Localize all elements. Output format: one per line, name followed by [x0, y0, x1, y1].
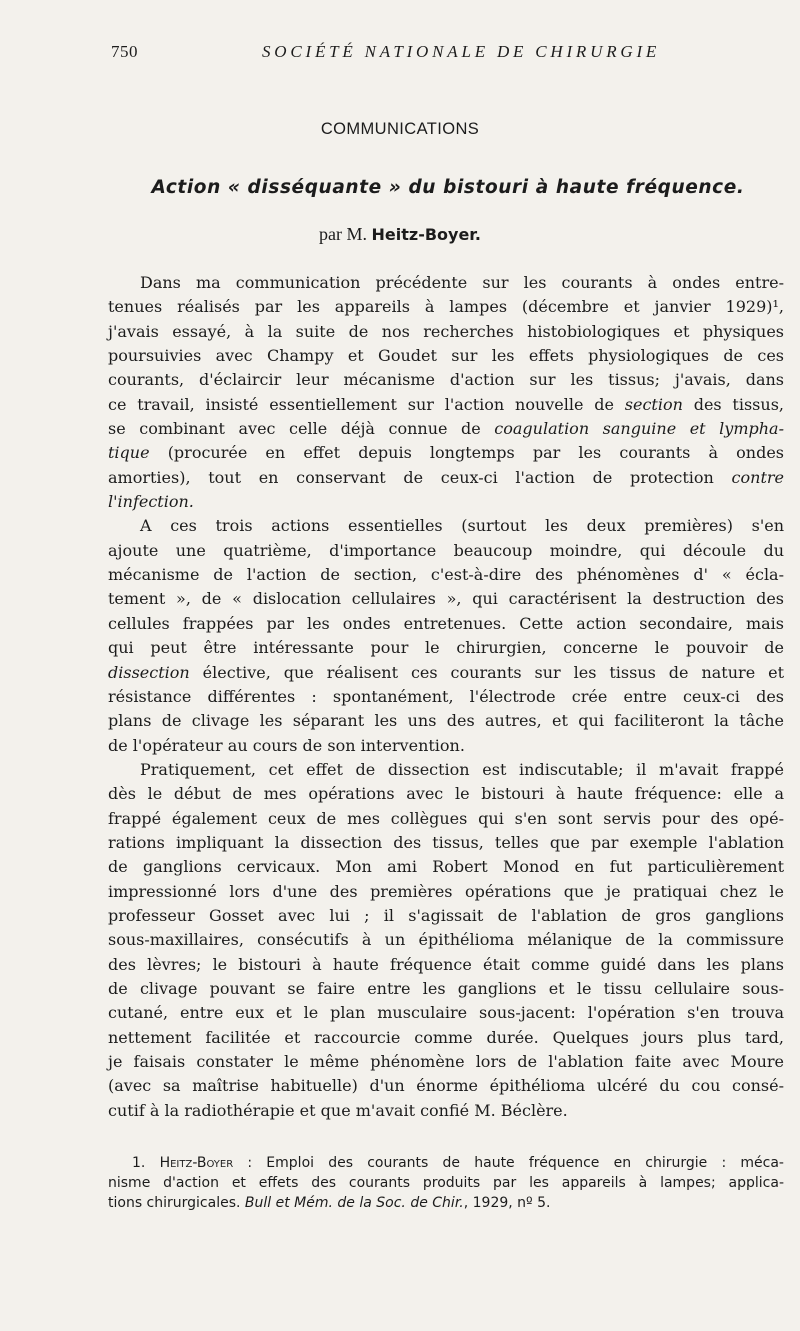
footnote-line: tions chirurgicales. Bull et Mém. de la Soc. de Chir., 1929, nº 5. [108, 1195, 551, 1211]
body-line: nettement facilitée et raccourcie comme durée. Quelques jours plus tard, [108, 1027, 784, 1047]
body-line: des lèvres; le bistouri à haute fréquence était comme guidé dans les plans [108, 954, 784, 974]
body-line: Dans ma communication précédente sur les courants à ondes entre- [140, 273, 784, 292]
footnote-line: nisme d'action et effets des courants produits par les appareils à lampes; applica- [108, 1175, 784, 1191]
body-line: impressionné lors d'une des premières opérations que je pratiquai chez le [108, 881, 784, 901]
body-line: courants, d'éclaircir leur mécanisme d'action sur les tissus; j'avais, dans [108, 370, 784, 390]
body-line: frappé également ceux de mes collègues qui s'en sont servis pour des opé- [108, 808, 784, 828]
byline-prefix: par M. [319, 224, 367, 244]
body-line: tement », de « dislocation cellulaires », qui caractérisent la destruction des [108, 589, 784, 609]
section-heading: COMMUNICATIONS [320, 120, 480, 138]
author-name: Heitz-Boyer. [371, 225, 481, 244]
body-line: amorties), tout en conservant de ceux-ci l'action de protection contre [108, 467, 784, 487]
italic-span: dissection [108, 662, 190, 682]
body-line: je faisais constater le même phénomène lors de l'ablation faite avec Moure [108, 1052, 784, 1071]
body-line: A ces trois actions essentielles (surtout les deux premières) s'en [140, 516, 784, 536]
body-line: se combinant avec celle déjà connue de coagulation sanguine et lympha- [108, 419, 784, 439]
running-head [0, 42, 800, 64]
footnote [108, 1153, 784, 1213]
body-line: dissection élective, que réalisent ces courants sur les tissus de nature et [108, 662, 784, 682]
italic-span: l'infection. [108, 492, 194, 512]
body-line: cellules frappées par les ondes entretenues. Cette action secondaire, mais [108, 613, 784, 633]
body-line: ajoute une quatrième, d'importance beaucoup moindre, qui découle du [108, 540, 784, 560]
body-line: Pratiquement, cet effet de dissection est indiscutable; il m'avait frappé [140, 759, 784, 779]
byline [0, 224, 800, 245]
body-line: de l'opérateur au cours de son intervention. [108, 735, 465, 755]
body-line: j'avais essayé, à la suite de nos recherches histobiologiques et physiques [108, 321, 784, 341]
body-line: poursuivies avec Champy et Goudet sur les effets physiologiques de ces [108, 346, 784, 366]
body-line: cutif à la radiothérapie et que m'avait confié M. Béclère. [108, 1100, 568, 1120]
body-line: dès le début de mes opérations avec le bistouri à haute fréquence: elle a [108, 784, 784, 804]
article-body [108, 271, 784, 1123]
italic-span: section [624, 394, 683, 414]
italic-span: Bull et Mém. de la Soc. de Chir. [244, 1195, 464, 1211]
body-line: qui peut être intéressante pour le chirurgien, concerne le pouvoir de [108, 638, 784, 658]
body-line [108, 490, 784, 514]
body-line: sous-maxillaires, consécutifs à un épithélioma mélanique de la commissure [108, 930, 784, 950]
body-line: de clivage pouvant se faire entre les ganglions et le tissu cellulaire sous- [108, 978, 784, 998]
italic-span: contre [731, 467, 784, 487]
journal-title: SOCIÉTÉ NATIONALE DE CHIRURGIE [262, 42, 661, 61]
page-number: 750 [111, 42, 138, 61]
body-line: résistance différentes : spontanément, l'électrode crée entre ceux-ci des [108, 686, 784, 706]
body-line: plans de clivage les séparant les uns des autres, et qui faciliteront la tâche [108, 711, 784, 731]
footnote-line: 1. Heitz-Boyer : Emploi des courants de haute fréquence en chirurgie : méca- [132, 1155, 784, 1171]
body-line: rations impliquant la dissection des tissus, telles que par exemple l'ablation [108, 832, 784, 852]
body-line: tenues réalisés par les appareils à lampes (décembre et janvier 1929)¹, [108, 297, 784, 317]
body-line: tique (procurée en effet depuis longtemps par les courants à ondes [108, 443, 784, 463]
body-line: professeur Gosset avec lui ; il s'agissait de l'ablation de gros ganglions [108, 905, 784, 925]
body-line: de ganglions cervicaux. Mon ami Robert Monod en fut particulièrement [108, 857, 784, 877]
small-caps-span: Heitz-Boyer [159, 1155, 234, 1171]
article-title: Action « disséquante » du bistouri à haute fréquence. [151, 177, 745, 198]
italic-span: coagulation sanguine et lympha- [494, 419, 784, 439]
italic-span: tique [108, 443, 150, 463]
body-line: mécanisme de l'action de section, c'est-à-dire des phénomènes d' « écla- [108, 565, 784, 585]
body-line: ce travail, insisté essentiellement sur l'action nouvelle de section des tissus, [108, 394, 784, 414]
body-line: cutané, entre eux et le plan musculaire sous-jacent: l'opération s'en trouva [108, 1003, 784, 1023]
body-line: (avec sa maîtrise habituelle) d'un énorme épithélioma ulcéré du cou consé- [108, 1076, 784, 1096]
